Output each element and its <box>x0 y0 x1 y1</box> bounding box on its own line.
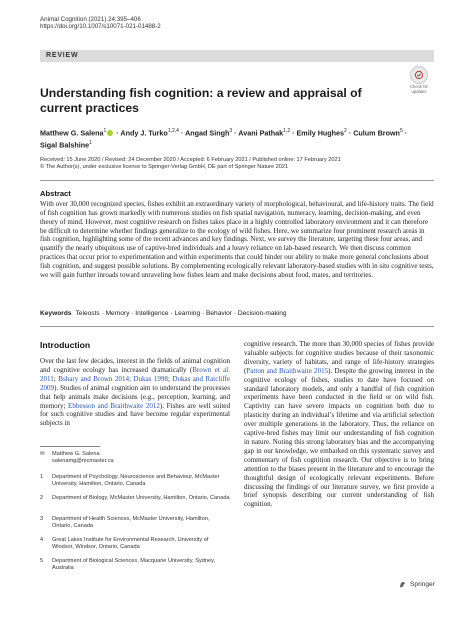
affiliation-item <box>40 516 230 530</box>
divider <box>40 180 434 181</box>
badge-text-line2: updates <box>411 88 427 94</box>
affiliation-number: 4 <box>40 537 44 543</box>
author-name[interactable]: Avani Pathak <box>238 128 284 138</box>
author-affiliation: 1,2,4 <box>167 128 179 134</box>
affiliation-text: Great Lakes Institute for Environmental Research, University of Windsor, Windsor, Ontario, Canada <box>52 537 209 550</box>
keywords-label: Keywords <box>40 310 72 317</box>
author-name[interactable]: Matthew G. Salena <box>40 128 104 138</box>
author-affiliation: 3 <box>229 128 233 134</box>
affiliation-item <box>40 558 230 572</box>
divider <box>40 326 434 327</box>
corresponding-name: Matthew G. Salena <box>52 451 100 457</box>
author-name[interactable]: Sigal Balshine <box>40 140 90 150</box>
affiliation-number: 5 <box>40 558 44 564</box>
body-text: ). Fishes are well suited for such cognitive studies and have become regular experimental subjects in <box>40 401 230 428</box>
footnote-rule <box>40 446 100 447</box>
author-affiliation: 1 <box>89 140 92 147</box>
keywords <box>40 310 434 317</box>
author-list: Matthew G. Salena$^1$ · Andy J. Turko$^{1,2,4}$ · Angad Singh$^3$ · Avani Pathak$^{1,2}$ · Emily Hughes$^2$ · Culum Brown$^5$ · Sigal Balshine$^1$ <box>40 128 408 150</box>
corresponding-email[interactable]: salenamg@mcmaster.ca <box>52 458 114 464</box>
affiliation-text: Department of Psychology, Neuroscience and Behaviour, McMaster University, Hamilton, Ontario, Canada <box>52 474 220 487</box>
envelope-icon: ✉ <box>40 451 45 457</box>
affiliation-number: 2 <box>40 495 44 501</box>
affiliation-number: 3 <box>40 516 44 522</box>
citation-link[interactable]: Dukas and Ratcliffe 2009 <box>40 374 230 392</box>
author-affiliation: 2 <box>344 128 347 134</box>
citation-link[interactable]: Ebbesson and Braithwaite 2012 <box>68 401 160 410</box>
author-name[interactable]: Emily Hughes <box>296 128 345 138</box>
publisher-logo <box>398 580 435 589</box>
author-affiliation: 1,2 <box>283 128 291 134</box>
article-title: Understanding fish cognition: a review and appraisal of current practices <box>40 86 362 115</box>
orcid-icon[interactable] <box>107 130 113 136</box>
author-affiliation: 1 <box>103 128 107 134</box>
keywords-list: Teleosts · Memory · Intelligence · Learning · Behavior · Decision-making <box>75 310 287 317</box>
body-text: Over the last few decades, interest in the fields of animal cognition and cognitive ecology has increased dramatically ( <box>40 357 230 374</box>
doi-link[interactable]: https://doi.org/10.1007/s10071-021-01488-2 <box>40 23 161 31</box>
update-check-icon <box>410 66 428 84</box>
citation-separator: ; <box>129 374 134 383</box>
journal-citation: Animal Cognition (2021) 24:395–406 <box>40 16 141 23</box>
history-dates: Received: 15 June 2020 / Revised: 24 December 2020 / Accepted: 6 February 2021 / Published online: 17 February 2021 <box>40 157 341 163</box>
affiliation-text: Department of Biological Sciences, Macquarie University, Sydney, Australia <box>52 558 216 571</box>
check-for-updates-badge[interactable] <box>404 66 434 96</box>
citation-link[interactable]: Bshary and Brown 2014 <box>58 374 129 383</box>
corresponding-author <box>40 451 230 465</box>
affiliation-item <box>40 474 230 488</box>
affiliation-text: Department of Biology, McMaster University, Hamilton, Ontario, Canada <box>52 495 230 501</box>
affiliation-text: Department of Health Sciences, McMaster University, Hamilton, Ontario, Canada <box>52 516 210 529</box>
citation-link[interactable]: Patton and Braithwaite 2015 <box>246 366 329 375</box>
introduction-right-column <box>244 340 434 509</box>
journal-reference <box>40 16 161 31</box>
citation-link[interactable]: Brown et al. 2011 <box>40 365 231 383</box>
author-name[interactable]: Angad Singh <box>185 128 230 138</box>
affiliation-number: 1 <box>40 474 44 480</box>
introduction-heading: Introduction <box>40 340 91 350</box>
affiliation-item <box>40 495 230 502</box>
publisher-name: Springer <box>410 581 435 588</box>
body-text: cognitive research. The more than 30,000 species of fishes provide valuable subjects for cognitive studies because of their taxonomic diversity, variety of habitats, and range of life-history strategies ( <box>244 340 434 375</box>
affiliation-item <box>40 537 230 551</box>
citation-separator: ; <box>53 374 59 383</box>
author-affiliation: 5 <box>399 128 403 134</box>
body-text: ). Studies of animal cognition aim to understand the processes that help animals make decisions (e.g., perception, learning, and memory; <box>40 383 230 410</box>
citation-separator: ; <box>167 374 173 383</box>
abstract-heading: Abstract <box>40 189 71 198</box>
body-text: ). Despite the growing interest in the cognitive ecology of fishes, studies to date have focused on standard laboratory models, and only a handful of fish cognition experiments have been conducted in the field or on wild fish. Captivity can have severe impacts on cognition both due to plasticity during an individual’s lifetime and via artificial selection over multiple generations in the laboratory. Thus, the reliance on captive-bred fishes may limit our understanding of fish cognition in nature. Noting this strong laboratory bias and the accompanying gap in our knowledge, we embarked on this systematic survey and commentary of fish cognition research. Our objective is to bring attention to the biases present in the literature and to encourage the thoughtful design of ecologically relevant experiments. Before discussing the findings of our literature survey, we first provide a brief synopsis describing our current understanding of fish cognition. <box>244 366 434 509</box>
publication-dates <box>40 157 440 171</box>
copyright-notice: © The Author(s), under exclusive licence to Springer-Verlag GmbH, DE part of Springer Nature 2021 <box>40 164 289 171</box>
introduction-left-column <box>40 357 230 428</box>
author-name[interactable]: Culum Brown <box>353 128 400 138</box>
badge-text-line1: Check for <box>410 84 428 89</box>
author-name[interactable]: Andy J. Turko <box>120 128 168 138</box>
section-label-band: REVIEW <box>40 50 434 62</box>
citation-link[interactable]: Dukas 1998 <box>133 374 168 383</box>
springer-horse-icon <box>398 580 407 589</box>
abstract-text: With over 30,000 recognized species, fishes exhibit an extraordinary variety of morphological, behavioural, and life-history traits. The field of fish cognition has grown markedly with numerous studies on fish spatial navigation, numeracy, learning, decision-making, and even theory of mind. However, most cognitive research on fishes takes place in a highly controlled laboratory environment and it can therefore be difficult to determine whether findings generalize to the ecology of wild fishes. Here, we summarize four prominent research areas in fish cognition, highlighting some of the recent advances and key findings. Next, we survey the literature, targeting these four areas, and quantify the nearly ubiquitous use of captive-bred individuals and a heavy reliance on lab-based research. We then discuss common practices that occur prior to experimentation and within experiments that could hinder our ability to make more general conclusions about fish cognition, and suggest possible solutions. By complementing ecologically relevant laboratory-based studies with in situ cognitive tests, we will gain further inroads toward unraveling how fishes learn and make decisions about food, mates, and territories. <box>40 200 434 279</box>
